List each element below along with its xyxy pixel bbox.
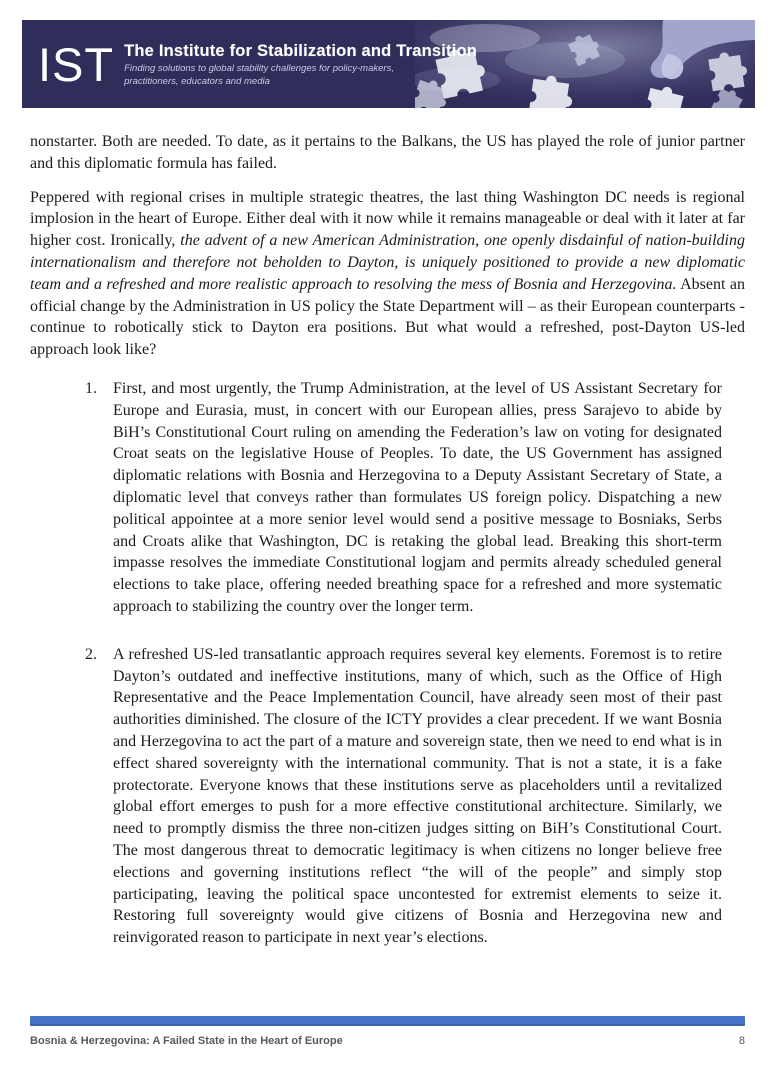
list-item-1-text: First, and most urgently, the Trump Administration, at the level of US Assistant Secretary for Europe and Eurasia, must, in concert with our European allies, press Sarajevo to abide by BiH’s Constitutional Court ruling on amending the Federation’s law on voting for designated Croat seats on the legislative House of Peoples. To date, the US Government has assigned diplomatic relations with Bosnia and Herzegovina to a Deputy Assistant Secretary of State, a diplomatic level that conveys rather than formulates US foreign policy. Dispatching a new political appointee at a more senior level would send a positive message to Bosniaks, Serbs and Croats alike that Washington, DC is retaking the global lead. Breaking this short-term impasse resolves the immediate Constitutional logjam and permits already scheduled general elections to take place, offering needed breathing space for a refreshed and more systematic approach to stabilizing the country over the longer term.	[113, 379, 722, 615]
paragraph-peppered	[30, 187, 745, 361]
org-tagline-line2: practitioners, educators and media	[124, 75, 270, 87]
footer-rule	[30, 1016, 745, 1026]
footer-page-number: 8	[738, 1035, 745, 1047]
document-body	[30, 131, 745, 949]
list-item-2-text: A refreshed US-led transatlantic approach requires several key elements. Foremost is to retire Dayton’s outdated and ineffective institutions, many of which, such as the Office of High Representative and the Peace Implementation Council, have already seen most of their past authorities diminished. The closure of the ICTY provides a clear precedent. If we want Bosnia and Herzegovina to act the part of a mature and sovereign state, then we need to end what is in effect shared sovereignty with the international community. That is not a state, it is a fake protectorate. Everyone knows that these institutions serve as placeholders until a revitalized global effort emerges to push for a more effective constitutional architecture. Similarly, we need to promptly dismiss the three non-citizen judges sitting on BiH’s Constitutional Court. The most dangerous threat to democratic legitimacy is when citizens no longer believe free elections and governing institutions reflect “the will of the people” and simply stop participating, leaving the political space uncontested for extremist elements to seize it. Restoring full sovereignty would give citizens of Bosnia and Herzegovina new and reinvigorated reason to participate in next year’s elections.	[113, 645, 722, 947]
recommendations-list	[85, 378, 722, 949]
org-title-block	[124, 40, 477, 88]
footer-row	[30, 1035, 745, 1047]
org-tagline-line1: Finding solutions to global stability challenges for policy-makers,	[124, 63, 394, 75]
list-item-1-number: 1.	[85, 379, 97, 397]
org-name: The Institute for Stabilization and Transition	[124, 42, 478, 61]
footer-document-title: Bosnia & Herzegovina: A Failed State in the Heart of Europe	[30, 1035, 343, 1047]
ist-logo: IST	[38, 37, 115, 91]
paragraph-peppered-lead: Peppered with regional crises in multiple strategic theatres, the last thing Washington DC needs is regional implosion in the heart of Europe. Either deal with it now while it remains manageable or deal with it later at far higher cost. Ironically,	[30, 188, 745, 250]
list-item-1	[85, 378, 722, 618]
list-item-2	[85, 644, 722, 949]
paragraph-nonstarter: nonstarter. Both are needed. To date, as it pertains to the Balkans, the US has played the role of junior partner and this diplomatic formula has failed.	[30, 133, 745, 172]
page-footer	[30, 1016, 745, 1047]
ist-header-banner	[22, 20, 755, 108]
list-item-2-number: 2.	[85, 645, 97, 663]
paragraph-peppered-tail: Absent an official change by the Administration in US policy the State Department will – as their European counterparts - continue to robotically stick to Dayton era positions. But what would a refreshed, post-Dayton US-led approach look like?	[30, 275, 745, 359]
paragraph-peppered-italic: the advent of a new American Administration, one openly disdainful of nation-building internationalism and therefore not beholden to Dayton, is uniquely positioned to provide a new diplomatic team and a refreshed and more realistic approach to resolving the mess of Bosnia and Herzegovina.	[30, 232, 745, 293]
org-tagline	[124, 63, 477, 88]
